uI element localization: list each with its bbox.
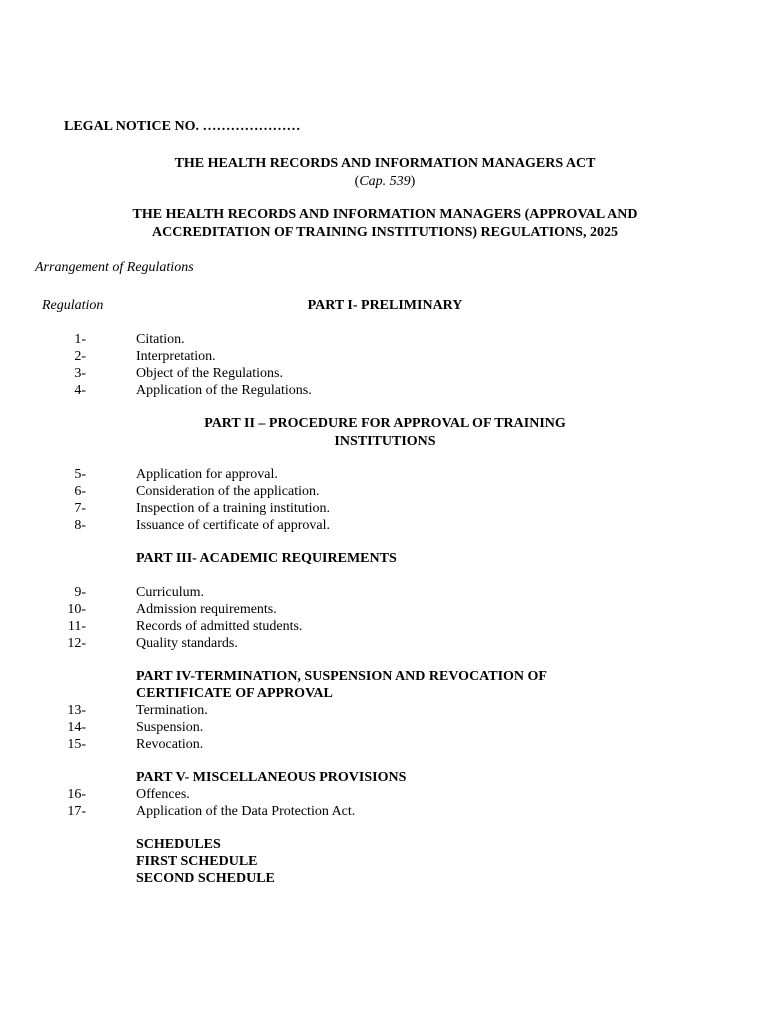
regulations-title-line-1: THE HEALTH RECORDS AND INFORMATION MANAGERS (APPROVAL AND bbox=[132, 207, 638, 222]
regulation-number: 16- bbox=[67, 787, 86, 802]
regulation-title: Offences. bbox=[136, 787, 190, 802]
regulation-title: Citation. bbox=[136, 332, 185, 347]
schedules-heading: SCHEDULES bbox=[136, 837, 221, 852]
regulation-title: Termination. bbox=[136, 703, 208, 718]
regulation-title: Consideration of the application. bbox=[136, 484, 320, 499]
regulation-number: 17- bbox=[67, 804, 86, 819]
part-heading: PART II – PROCEDURE FOR APPROVAL OF TRAINING bbox=[204, 416, 566, 431]
regulation-title: Quality standards. bbox=[136, 636, 238, 651]
act-title: THE HEALTH RECORDS AND INFORMATION MANAGERS ACT bbox=[174, 156, 596, 171]
regulation-title: Inspection of a training institution. bbox=[136, 501, 331, 516]
regulation-number: 5- bbox=[74, 467, 86, 482]
regulation-number: 1- bbox=[74, 332, 86, 347]
part-heading: PART V- MISCELLANEOUS PROVISIONS bbox=[136, 770, 407, 785]
regulation-title: Application of the Regulations. bbox=[136, 383, 312, 398]
regulation-number: 7- bbox=[74, 501, 86, 516]
regulation-title: Revocation. bbox=[136, 737, 204, 752]
part-heading: CERTIFICATE OF APPROVAL bbox=[136, 686, 333, 701]
regulation-column-label: Regulation bbox=[42, 298, 104, 313]
regulation-title: Suspension. bbox=[136, 720, 204, 735]
part-heading: INSTITUTIONS bbox=[334, 434, 436, 449]
regulation-number: 4- bbox=[74, 383, 86, 398]
regulation-number: 12- bbox=[67, 636, 86, 651]
part-heading: PART IV-TERMINATION, SUSPENSION AND REVOCATION OF bbox=[136, 669, 547, 684]
regulation-title: Admission requirements. bbox=[136, 602, 277, 617]
regulation-title: Records of admitted students. bbox=[136, 619, 303, 634]
regulation-title: Curriculum. bbox=[136, 585, 205, 600]
regulation-number: 14- bbox=[67, 720, 86, 735]
regulation-number: 6- bbox=[74, 484, 86, 499]
regulation-number: 9- bbox=[74, 585, 86, 600]
regulation-title: Application for approval. bbox=[136, 467, 278, 482]
regulation-number: 3- bbox=[74, 366, 86, 381]
second-schedule: SECOND SCHEDULE bbox=[136, 871, 275, 886]
cap-reference: (Cap. 539) bbox=[354, 174, 416, 189]
regulation-title: Interpretation. bbox=[136, 349, 216, 364]
part-heading: PART III- ACADEMIC REQUIREMENTS bbox=[136, 551, 397, 566]
regulation-number: 10- bbox=[67, 602, 86, 617]
regulation-title: Application of the Data Protection Act. bbox=[136, 804, 356, 819]
legal-notice-number: LEGAL NOTICE NO. ………………… bbox=[64, 119, 301, 134]
regulation-number: 2- bbox=[74, 349, 86, 364]
regulations-title-line-2: ACCREDITATION OF TRAINING INSTITUTIONS) REGULATIONS, 2025 bbox=[152, 225, 618, 240]
regulation-title: Object of the Regulations. bbox=[136, 366, 283, 381]
regulation-number: 11- bbox=[67, 619, 86, 634]
cap-label: Cap. 539 bbox=[359, 174, 411, 189]
arrangement-heading: Arrangement of Regulations bbox=[35, 260, 194, 275]
regulation-title: Issuance of certificate of approval. bbox=[136, 518, 330, 533]
regulation-number: 8- bbox=[74, 518, 86, 533]
regulation-number: 13- bbox=[67, 703, 86, 718]
regulation-number: 15- bbox=[67, 737, 86, 752]
part-heading: PART I- PRELIMINARY bbox=[307, 298, 463, 313]
first-schedule: FIRST SCHEDULE bbox=[136, 854, 258, 869]
